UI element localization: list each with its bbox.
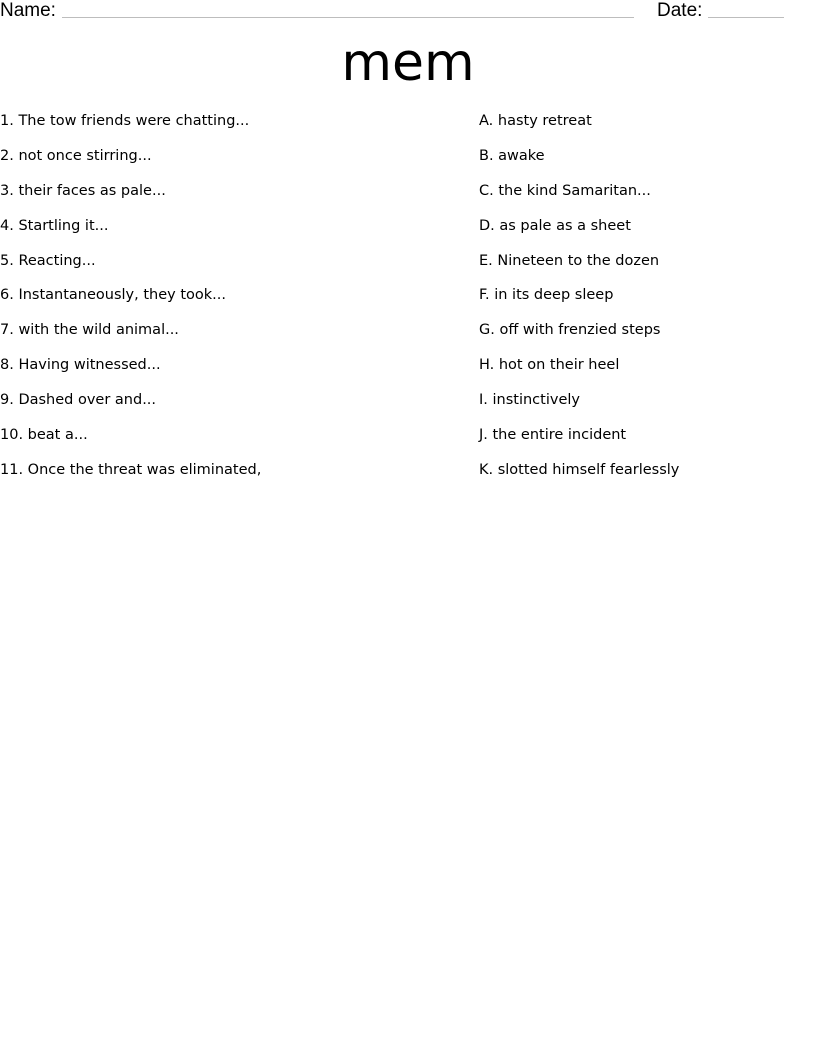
question-list <box>0 110 460 494</box>
answer-item: A. hasty retreat <box>479 113 592 129</box>
answer-list <box>479 110 809 494</box>
answer-item: B. awake <box>479 147 545 164</box>
answer-item: F. in its deep sleep <box>479 287 614 304</box>
question-item: 3. their faces as pale... <box>0 182 166 199</box>
answer-item: J. the entire incident <box>479 427 627 444</box>
question-item: 8. Having witnessed... <box>0 357 161 374</box>
answer-item: G. off with frenzied steps <box>479 322 661 339</box>
question-item: 6. Instantaneously, they took... <box>0 287 226 304</box>
answer-item: K. slotted himself fearlessly <box>479 461 680 478</box>
date-label: Date: <box>657 0 703 21</box>
answer-item: C. the kind Samaritan... <box>479 182 651 199</box>
question-item: 7. with the wild animal... <box>0 322 179 339</box>
question-item: 2. not once stirring... <box>0 147 152 164</box>
name-label: Name: <box>0 0 56 21</box>
page-title: mem <box>341 33 475 93</box>
answer-item: E. Nineteen to the dozen <box>479 252 660 269</box>
date-blank-line <box>708 17 784 18</box>
question-item: 1. The tow friends were chatting... <box>0 113 250 129</box>
header-row <box>0 0 816 24</box>
question-item: 11. Once the threat was eliminated, <box>0 461 262 478</box>
answer-item: H. hot on their heel <box>479 357 620 374</box>
name-blank-line <box>62 17 634 18</box>
question-item: 10. beat a... <box>0 427 88 444</box>
question-item: 5. Reacting... <box>0 252 96 269</box>
answer-item: I. instinctively <box>479 392 580 409</box>
question-item: 9. Dashed over and... <box>0 392 157 409</box>
question-item: 4. Startling it... <box>0 217 109 234</box>
answer-item: D. as pale as a sheet <box>479 217 631 234</box>
